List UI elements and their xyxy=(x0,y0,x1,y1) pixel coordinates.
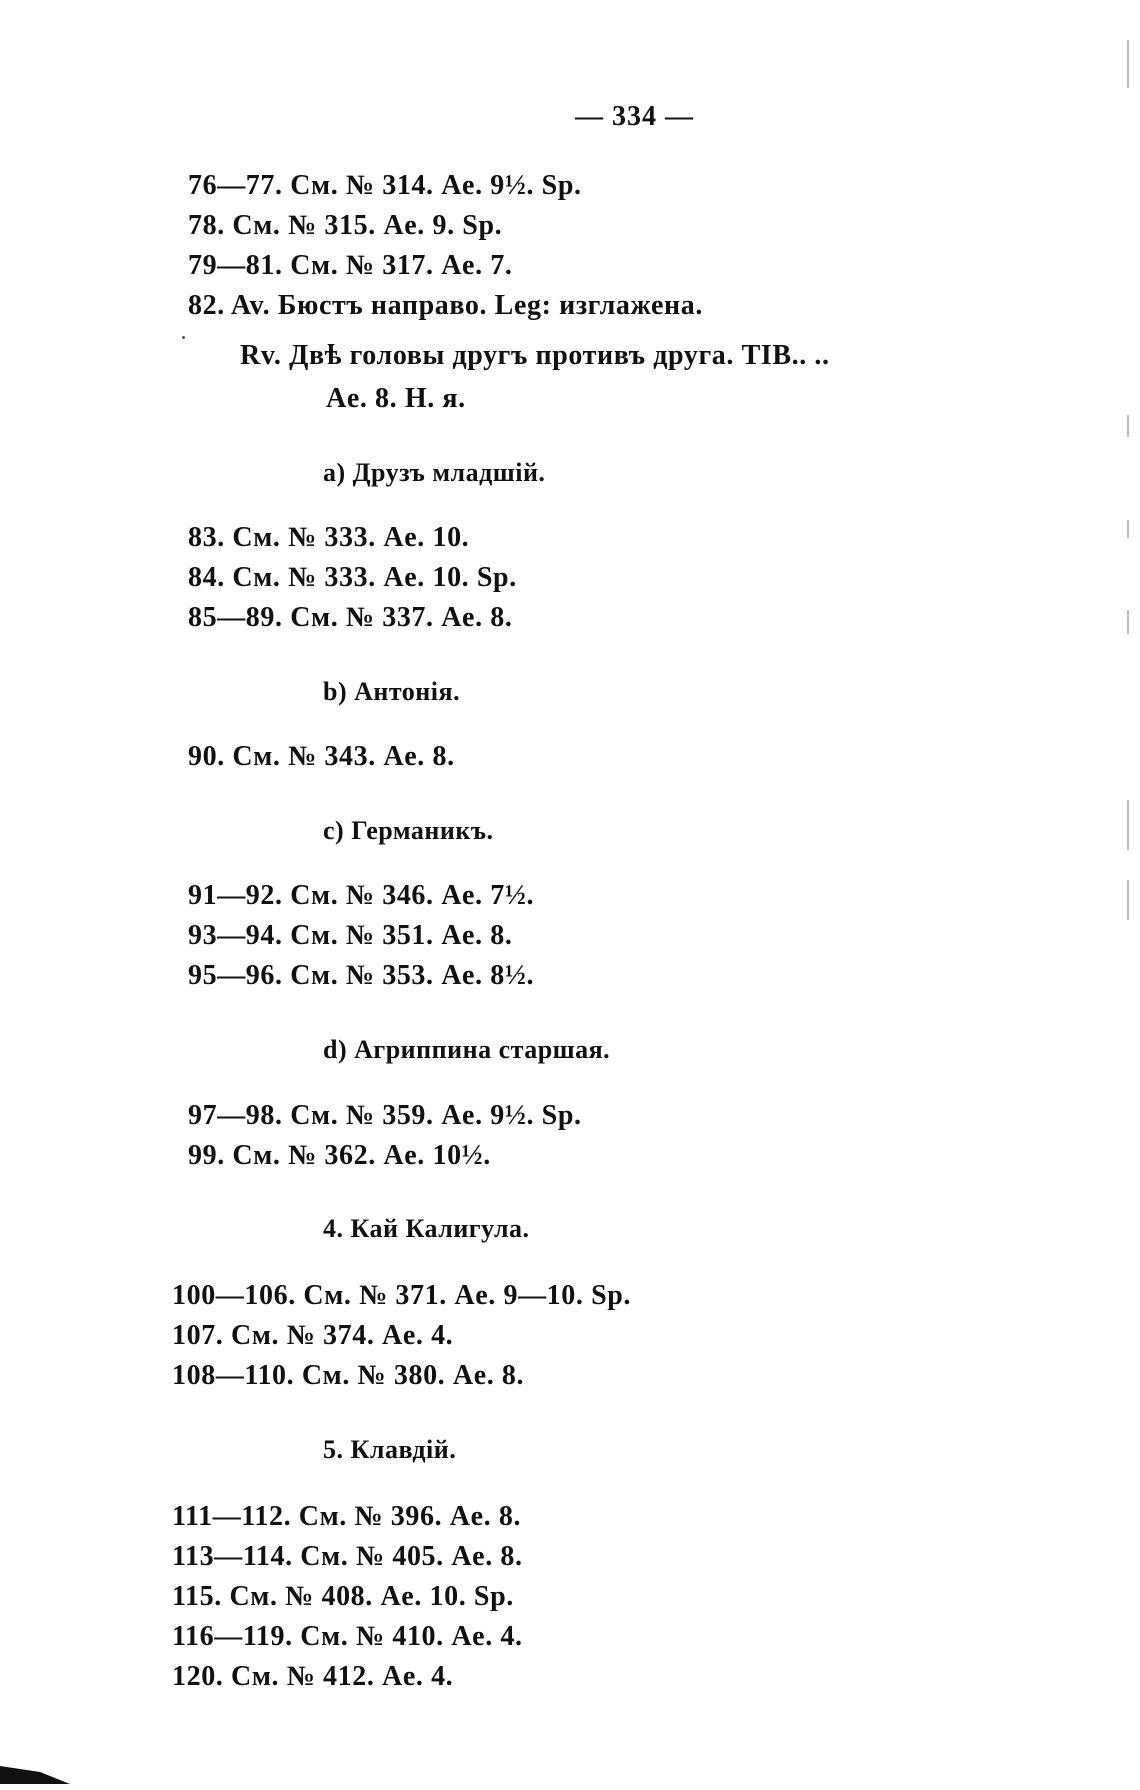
scan-edge-mark xyxy=(1127,40,1129,88)
entry-line: Rv. Двѣ головы другъ противъ друга. TIB.. .. xyxy=(240,340,830,371)
entry-line: 82. Av. Бюстъ направо. Leg: изглажена. xyxy=(188,290,703,321)
entry-line: 95—96. См. № 353. Ae. 8½. xyxy=(188,960,535,991)
entry-line: Ae. 8. Н. я. xyxy=(326,383,466,414)
entry-line: 115. См. № 408. Ae. 10. Sp. xyxy=(172,1581,514,1612)
entry-line: 84. См. № 333. Ae. 10. Sp. xyxy=(188,562,517,593)
entry-line: 76—77. См. № 314. Ae. 9½. Sp. xyxy=(188,170,582,201)
section-heading: c) Германикъ. xyxy=(323,816,494,845)
section-heading: a) Друзъ младшій. xyxy=(323,458,546,487)
section-heading: 4. Кай Калигула. xyxy=(323,1214,530,1243)
entry-line: 107. См. № 374. Ae. 4. xyxy=(172,1320,454,1351)
entry-line: 113—114. См. № 405. Ae. 8. xyxy=(172,1541,523,1572)
scan-corner-mark xyxy=(0,1764,70,1784)
entry-line: 111—112. См. № 396. Ae. 8. xyxy=(172,1501,522,1532)
section-heading: 5. Клавдій. xyxy=(323,1435,457,1464)
entry-line: 91—92. См. № 346. Ae. 7½. xyxy=(188,880,535,911)
section-heading: b) Антонія. xyxy=(323,677,461,706)
entry-line: 83. См. № 333. Ae. 10. xyxy=(188,522,470,553)
scan-edge-mark xyxy=(1127,880,1129,920)
entry-line: 93—94. См. № 351. Ae. 8. xyxy=(188,920,513,951)
entry-line: 120. См. № 412. Ae. 4. xyxy=(172,1661,454,1692)
entry-line: 99. См. № 362. Ae. 10½. xyxy=(188,1140,491,1171)
entry-line: 90. См. № 343. Ae. 8. xyxy=(188,741,455,772)
scan-edge-mark xyxy=(1127,610,1129,634)
scan-speck xyxy=(182,336,185,339)
scan-edge-mark xyxy=(1127,800,1129,850)
scan-edge-mark xyxy=(1127,415,1129,437)
entry-line: 78. См. № 315. Ae. 9. Sp. xyxy=(188,210,503,241)
entry-line: 116—119. См. № 410. Ae. 4. xyxy=(172,1621,523,1652)
scan-edge-mark xyxy=(1127,520,1129,538)
entry-line: 85—89. См. № 337. Ae. 8. xyxy=(188,602,513,633)
entry-line: 79—81. См. № 317. Ae. 7. xyxy=(188,250,513,281)
entry-line: 108—110. См. № 380. Ae. 8. xyxy=(172,1360,525,1391)
entry-line: 100—106. См. № 371. Ae. 9—10. Sp. xyxy=(172,1280,632,1311)
page-number: — 334 — xyxy=(575,101,694,132)
entry-line: 97—98. См. № 359. Ae. 9½. Sp. xyxy=(188,1100,582,1131)
section-heading: d) Агриппина старшая. xyxy=(323,1035,611,1064)
